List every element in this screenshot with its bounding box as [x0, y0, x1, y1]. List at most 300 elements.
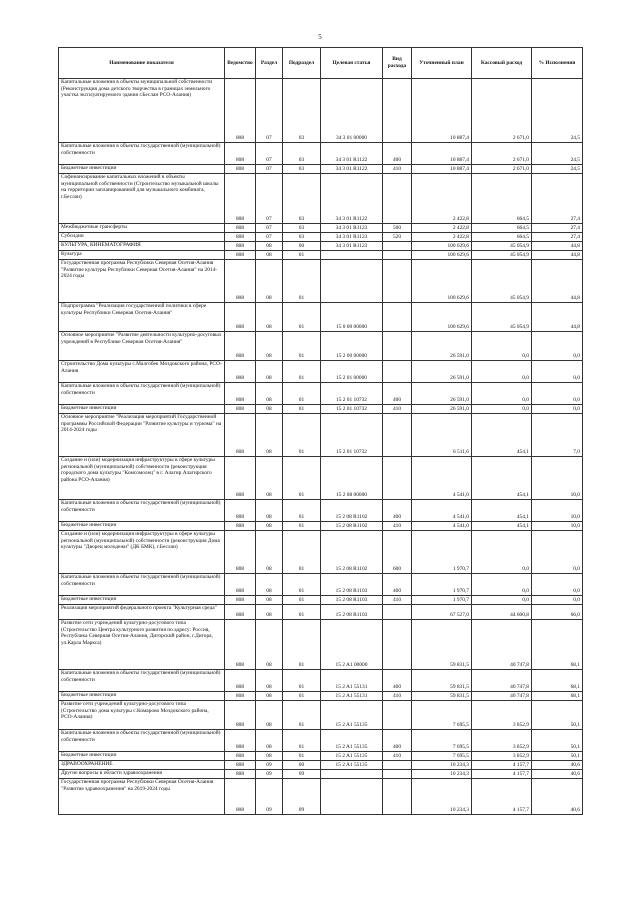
cell-plan: 2 422,8 [412, 224, 472, 233]
cell-name [59, 500, 225, 522]
header-percent: % Исполнения [532, 48, 583, 79]
cell-percent: 24,5 [532, 165, 583, 174]
cell-dept: 808 [225, 79, 256, 143]
cell-expense-type [383, 414, 412, 457]
cell-percent: 0,0 [532, 405, 583, 414]
table-row [59, 303, 583, 332]
cell-expense-type: 400 [383, 383, 412, 405]
cell-name [59, 761, 225, 770]
header-section: Раздел [256, 48, 283, 79]
cell-name [59, 605, 225, 620]
cell-name-text: Бюджетные инвестиции [61, 522, 117, 528]
cell-plan: 100 629,6 [412, 260, 472, 303]
cell-subsection: 03 [283, 165, 321, 174]
cell-name [59, 620, 225, 670]
cell-target: 15 2 01 10732 [321, 405, 383, 414]
cell-target: 15 2 01 10732 [321, 383, 383, 405]
cell-dept: 808 [225, 251, 256, 260]
cell-section: 08 [256, 457, 283, 500]
cell-name [59, 779, 225, 815]
cell-cash: 0,0 [472, 383, 532, 405]
header-dept: Ведомство [225, 48, 256, 79]
cell-cash: 454,1 [472, 522, 532, 531]
cell-name-text: Капитальные вложения в объекты государственной (муниципальной) собственности [61, 670, 221, 683]
cell-subsection: 01 [283, 574, 321, 596]
cell-cash: 40 747,8 [472, 620, 532, 670]
cell-name-text: Создание и (или) модернизация инфраструктуры в сфере культуры региональной (муниципальной) собственности (реконструкция Дома культуры "Дворец молодежи" (ДК БМК), г.Беслан) [61, 531, 220, 551]
table-row [59, 752, 583, 761]
cell-percent: 40,6 [532, 779, 583, 815]
cell-name-text: Реализация мероприятий федерального проекта "Культурная среда" [61, 605, 217, 611]
header-subsection: Подраздел [283, 48, 321, 79]
cell-expense-type [383, 242, 412, 251]
page-number: 5 [318, 33, 322, 41]
cell-subsection: 03 [283, 143, 321, 165]
cell-name [59, 224, 225, 233]
cell-name [59, 522, 225, 531]
table-row [59, 500, 583, 522]
cell-subsection: 01 [283, 692, 321, 701]
cell-target: 15 2 08 R1102 [321, 522, 383, 531]
cell-name [59, 251, 225, 260]
cell-target: 34 3 01 R1122 [321, 174, 383, 224]
cell-dept: 808 [225, 303, 256, 332]
cell-target: 15 2 A1 55135 [321, 761, 383, 770]
cell-plan: 100 629,6 [412, 242, 472, 251]
cell-section: 08 [256, 361, 283, 383]
cell-target: 34 3 01 R1122 [321, 143, 383, 165]
cell-plan: 7 695,5 [412, 730, 472, 752]
cell-name-text: Капитальные вложения в объекты муниципальной собственности (Реконструкция дома детского творчества в границах земельного участка эксплуатируемого здания г.Беслан РСО-Алания) [61, 79, 213, 99]
cell-dept: 808 [225, 779, 256, 815]
cell-subsection: 01 [283, 605, 321, 620]
table-row [59, 361, 583, 383]
cell-name [59, 165, 225, 174]
cell-name [59, 242, 225, 251]
cell-percent: 24,5 [532, 143, 583, 165]
cell-plan: 10 887,4 [412, 79, 472, 143]
cell-dept: 808 [225, 574, 256, 596]
cell-name [59, 174, 225, 224]
cell-dept: 808 [225, 605, 256, 620]
cell-percent: 0,0 [532, 383, 583, 405]
cell-cash: 45 054,9 [472, 260, 532, 303]
cell-expense-type: 410 [383, 596, 412, 605]
cell-name [59, 332, 225, 361]
table-row [59, 260, 583, 303]
cell-cash: 3 852,9 [472, 730, 532, 752]
table-row [59, 620, 583, 670]
cell-subsection: 03 [283, 224, 321, 233]
cell-cash: 4 157,7 [472, 770, 532, 779]
cell-target: 15 2 A1 55131 [321, 692, 383, 701]
cell-name-text: Капитальные вложения в объекты государственной (муниципальной) собственности [61, 730, 221, 743]
cell-expense-type: 410 [383, 692, 412, 701]
cell-percent: 44,8 [532, 260, 583, 303]
table-body [59, 79, 583, 815]
cell-percent: 24,5 [532, 79, 583, 143]
cell-section: 08 [256, 692, 283, 701]
cell-name-text: Субсидии [61, 233, 84, 239]
cell-cash: 44 600,8 [472, 605, 532, 620]
cell-cash: 0,0 [472, 574, 532, 596]
budget-execution-table [58, 47, 583, 815]
cell-name [59, 303, 225, 332]
table-row [59, 457, 583, 500]
cell-percent: 0,0 [532, 531, 583, 574]
cell-target: 34 3 01 R1123 [321, 242, 383, 251]
cell-expense-type: 400 [383, 730, 412, 752]
cell-subsection: 00 [283, 761, 321, 770]
cell-percent: 40,6 [532, 761, 583, 770]
cell-cash: 664,5 [472, 174, 532, 224]
cell-name [59, 260, 225, 303]
cell-plan: 59 831,5 [412, 692, 472, 701]
table-row [59, 251, 583, 260]
cell-expense-type [383, 303, 412, 332]
cell-expense-type: 600 [383, 531, 412, 574]
cell-expense-type: 400 [383, 500, 412, 522]
cell-name [59, 233, 225, 242]
header-target: Целевая статья [321, 48, 383, 79]
cell-target: 15 2 A1 55135 [321, 730, 383, 752]
cell-section: 07 [256, 224, 283, 233]
cell-cash: 2 671,0 [472, 79, 532, 143]
table-row [59, 670, 583, 692]
cell-cash: 0,0 [472, 405, 532, 414]
cell-percent: 7,0 [532, 414, 583, 457]
cell-percent: 0,0 [532, 332, 583, 361]
cell-name-text: КУЛЬТУРА, КИНЕМАТОГРАФИЯ [61, 242, 141, 248]
cell-cash: 0,0 [472, 531, 532, 574]
cell-subsection: 01 [283, 251, 321, 260]
cell-target: 15 2 08 R1103 [321, 596, 383, 605]
cell-expense-type: 400 [383, 670, 412, 692]
cell-dept: 808 [225, 500, 256, 522]
cell-section: 08 [256, 500, 283, 522]
cell-section: 08 [256, 251, 283, 260]
cell-percent: 27,4 [532, 174, 583, 224]
cell-target: 15 2 00 00000 [321, 332, 383, 361]
cell-name [59, 361, 225, 383]
cell-percent: 0,0 [532, 596, 583, 605]
cell-dept: 808 [225, 361, 256, 383]
cell-subsection: 09 [283, 770, 321, 779]
table-row [59, 531, 583, 574]
cell-dept: 808 [225, 670, 256, 692]
cell-subsection: 01 [283, 522, 321, 531]
cell-target: 15 2 A1 55135 [321, 701, 383, 730]
cell-dept: 808 [225, 224, 256, 233]
cell-plan: 10 234,3 [412, 770, 472, 779]
cell-cash: 4 157,7 [472, 779, 532, 815]
table-row [59, 692, 583, 701]
cell-expense-type [383, 361, 412, 383]
cell-name [59, 596, 225, 605]
cell-cash: 45 054,9 [472, 242, 532, 251]
cell-expense-type [383, 332, 412, 361]
cell-section: 08 [256, 752, 283, 761]
cell-name-text: Бюджетные инвестиции [61, 752, 117, 758]
cell-cash: 2 671,0 [472, 165, 532, 174]
cell-section: 08 [256, 596, 283, 605]
cell-subsection: 01 [283, 457, 321, 500]
cell-subsection: 01 [283, 620, 321, 670]
cell-expense-type: 400 [383, 574, 412, 596]
cell-section: 08 [256, 260, 283, 303]
cell-plan: 7 695,5 [412, 701, 472, 730]
cell-name [59, 701, 225, 730]
cell-percent: 27,4 [532, 233, 583, 242]
cell-percent: 68,1 [532, 620, 583, 670]
cell-name-text: Государственная программа Республики Северная Осетия-Алания "Развитие здравоохранения" на 2019-2024 годы [61, 779, 214, 792]
cell-name [59, 405, 225, 414]
cell-name [59, 574, 225, 596]
cell-percent: 44,8 [532, 303, 583, 332]
cell-name [59, 692, 225, 701]
cell-plan: 100 629,6 [412, 303, 472, 332]
cell-cash: 664,5 [472, 233, 532, 242]
header-expense-type: Вид расхода [383, 48, 412, 79]
cell-target: 15 2 01 00000 [321, 361, 383, 383]
cell-cash: 0,0 [472, 332, 532, 361]
cell-section: 07 [256, 79, 283, 143]
cell-name-text: Капитальные вложения в объекты государственной (муниципальной) собственности [61, 143, 221, 156]
cell-name-text: Бюджетные инвестиции [61, 165, 117, 171]
cell-percent: 44,8 [532, 251, 583, 260]
cell-name-text: Основное мероприятие "Реализация мероприятий Государственной программы Российской Федерации "Развитие культуры и туризма" на 2014-2024 годы [61, 414, 222, 434]
cell-plan: 4 541,0 [412, 522, 472, 531]
cell-dept: 808 [225, 531, 256, 574]
cell-percent: 68,1 [532, 670, 583, 692]
table-row [59, 761, 583, 770]
cell-section: 09 [256, 779, 283, 815]
header-cash: Касcовый расход [472, 48, 532, 79]
cell-cash: 4 157,7 [472, 761, 532, 770]
cell-plan: 100 629,6 [412, 251, 472, 260]
table-row [59, 605, 583, 620]
cell-cash: 3 852,9 [472, 701, 532, 730]
cell-percent: 27,4 [532, 224, 583, 233]
cell-expense-type: 410 [383, 405, 412, 414]
cell-name [59, 670, 225, 692]
table-row [59, 233, 583, 242]
cell-subsection: 09 [283, 779, 321, 815]
table-row [59, 414, 583, 457]
table-row [59, 779, 583, 815]
cell-name-text: Бюджетные инвестиции [61, 692, 117, 698]
cell-expense-type [383, 761, 412, 770]
cell-target: 15 2 01 10732 [321, 414, 383, 457]
table-row [59, 405, 583, 414]
cell-subsection: 01 [283, 531, 321, 574]
cell-target [321, 251, 383, 260]
cell-dept: 808 [225, 165, 256, 174]
cell-percent: 0,0 [532, 574, 583, 596]
cell-cash: 454,1 [472, 500, 532, 522]
cell-plan: 2 422,8 [412, 174, 472, 224]
cell-name-text: ЗДРАВООХРАНЕНИЕ [61, 761, 113, 767]
cell-target: 15 2 A1 55131 [321, 670, 383, 692]
cell-percent: 68,1 [532, 692, 583, 701]
cell-name [59, 143, 225, 165]
cell-dept: 808 [225, 233, 256, 242]
cell-name [59, 770, 225, 779]
cell-subsection: 01 [283, 596, 321, 605]
cell-plan: 10 887,4 [412, 165, 472, 174]
cell-dept: 808 [225, 332, 256, 361]
cell-cash: 40 747,8 [472, 692, 532, 701]
cell-percent: 40,6 [532, 770, 583, 779]
cell-name-text: Основное мероприятие "Развитие деятельности культурно-досуговых учреждений в Республике Северная Осетия-Алания" [61, 332, 222, 345]
cell-subsection: 01 [283, 500, 321, 522]
table-row [59, 224, 583, 233]
cell-name-text: Бюджетные инвестиции [61, 596, 117, 602]
cell-plan: 26 591,0 [412, 332, 472, 361]
cell-dept: 808 [225, 730, 256, 752]
cell-plan: 67 527,0 [412, 605, 472, 620]
cell-plan: 26 591,0 [412, 405, 472, 414]
cell-dept: 808 [225, 405, 256, 414]
cell-section: 08 [256, 605, 283, 620]
cell-dept: 808 [225, 620, 256, 670]
cell-subsection: 03 [283, 233, 321, 242]
cell-subsection: 03 [283, 174, 321, 224]
cell-percent: 10,0 [532, 457, 583, 500]
cell-subsection: 01 [283, 405, 321, 414]
cell-expense-type [383, 457, 412, 500]
cell-dept: 808 [225, 752, 256, 761]
cell-name [59, 383, 225, 405]
cell-subsection: 01 [283, 361, 321, 383]
cell-target: 15 2 08 R1103 [321, 605, 383, 620]
cell-expense-type [383, 605, 412, 620]
cell-target [321, 779, 383, 815]
cell-name-text: Создание и (или) модернизация инфраструктуры в сфере культуры региональной (муниципальной) собственности (реконструкция городского дома культуры "Комсомолец" в г. Алагир Алагирского района РСО-Алания) [61, 457, 215, 483]
cell-percent: 50,1 [532, 730, 583, 752]
cell-plan: 2 422,8 [412, 233, 472, 242]
cell-section: 07 [256, 233, 283, 242]
cell-plan: 26 591,0 [412, 383, 472, 405]
cell-dept: 808 [225, 770, 256, 779]
cell-name [59, 79, 225, 143]
cell-percent: 0,0 [532, 361, 583, 383]
cell-name-text: Бюджетные инвестиции [61, 405, 117, 411]
cell-section: 08 [256, 574, 283, 596]
cell-target: 15 2 08 00000 [321, 457, 383, 500]
cell-dept: 808 [225, 242, 256, 251]
table-row [59, 143, 583, 165]
cell-name-text: Развитие сети учреждений культурно-досугового типа (Строительство дома культуры с.Комарово Моздокского района, РСО-Алания) [61, 701, 209, 721]
cell-plan: 59 831,5 [412, 670, 472, 692]
cell-section: 08 [256, 701, 283, 730]
table-row [59, 174, 583, 224]
cell-section: 09 [256, 770, 283, 779]
cell-cash: 45 054,9 [472, 303, 532, 332]
cell-section: 07 [256, 174, 283, 224]
cell-target [321, 770, 383, 779]
cell-percent: 50,1 [532, 752, 583, 761]
cell-subsection: 01 [283, 752, 321, 761]
cell-expense-type [383, 260, 412, 303]
cell-dept: 808 [225, 457, 256, 500]
cell-dept: 808 [225, 522, 256, 531]
cell-cash: 664,5 [472, 224, 532, 233]
cell-cash: 454,1 [472, 457, 532, 500]
cell-cash: 0,0 [472, 361, 532, 383]
cell-name [59, 414, 225, 457]
cell-section: 08 [256, 332, 283, 361]
cell-plan: 10 234,3 [412, 761, 472, 770]
cell-expense-type [383, 174, 412, 224]
cell-dept: 808 [225, 260, 256, 303]
cell-cash: 0,0 [472, 596, 532, 605]
cell-subsection: 01 [283, 730, 321, 752]
cell-plan: 7 695,5 [412, 752, 472, 761]
table-row [59, 574, 583, 596]
cell-plan: 4 541,0 [412, 457, 472, 500]
table-row [59, 770, 583, 779]
cell-section: 08 [256, 414, 283, 457]
table-row [59, 332, 583, 361]
cell-percent: 44,8 [532, 242, 583, 251]
table-row [59, 242, 583, 251]
cell-subsection: 01 [283, 670, 321, 692]
cell-target: 34 3 01 R1123 [321, 224, 383, 233]
cell-percent: 10,0 [532, 500, 583, 522]
cell-subsection: 01 [283, 701, 321, 730]
cell-plan: 59 831,5 [412, 620, 472, 670]
cell-dept: 808 [225, 414, 256, 457]
cell-plan: 10 234,3 [412, 779, 472, 815]
cell-plan: 1 970,7 [412, 574, 472, 596]
cell-dept: 808 [225, 761, 256, 770]
cell-name-text: Подпрограмма "Реализация государственной политики в сфере культуры Республики Северная Осетия-Алания" [61, 303, 207, 316]
cell-percent: 50,1 [532, 701, 583, 730]
cell-subsection: 01 [283, 383, 321, 405]
cell-plan: 6 511,6 [412, 414, 472, 457]
cell-plan: 4 541,0 [412, 500, 472, 522]
cell-subsection: 03 [283, 79, 321, 143]
cell-name-text: Капитальные вложения в объекты государственной (муниципальной) собственности [61, 500, 221, 513]
cell-percent: 66,0 [532, 605, 583, 620]
cell-target: 15 0 00 00000 [321, 303, 383, 332]
cell-cash: 3 852,9 [472, 752, 532, 761]
cell-subsection: 00 [283, 242, 321, 251]
cell-name [59, 457, 225, 500]
table-row [59, 522, 583, 531]
cell-name [59, 730, 225, 752]
cell-dept: 808 [225, 174, 256, 224]
cell-expense-type: 500 [383, 224, 412, 233]
cell-dept: 808 [225, 383, 256, 405]
cell-target: 15 2 A1 00000 [321, 620, 383, 670]
cell-section: 09 [256, 761, 283, 770]
table-row [59, 596, 583, 605]
cell-cash: 45 054,9 [472, 251, 532, 260]
cell-name-text: Культура [61, 251, 82, 257]
cell-dept: 808 [225, 692, 256, 701]
cell-section: 08 [256, 531, 283, 574]
cell-subsection: 01 [283, 303, 321, 332]
cell-target [321, 260, 383, 303]
cell-subsection: 01 [283, 332, 321, 361]
cell-cash: 40 747,8 [472, 670, 532, 692]
table-row [59, 165, 583, 174]
cell-section: 08 [256, 383, 283, 405]
cell-dept: 808 [225, 143, 256, 165]
cell-plan: 1 970,7 [412, 531, 472, 574]
